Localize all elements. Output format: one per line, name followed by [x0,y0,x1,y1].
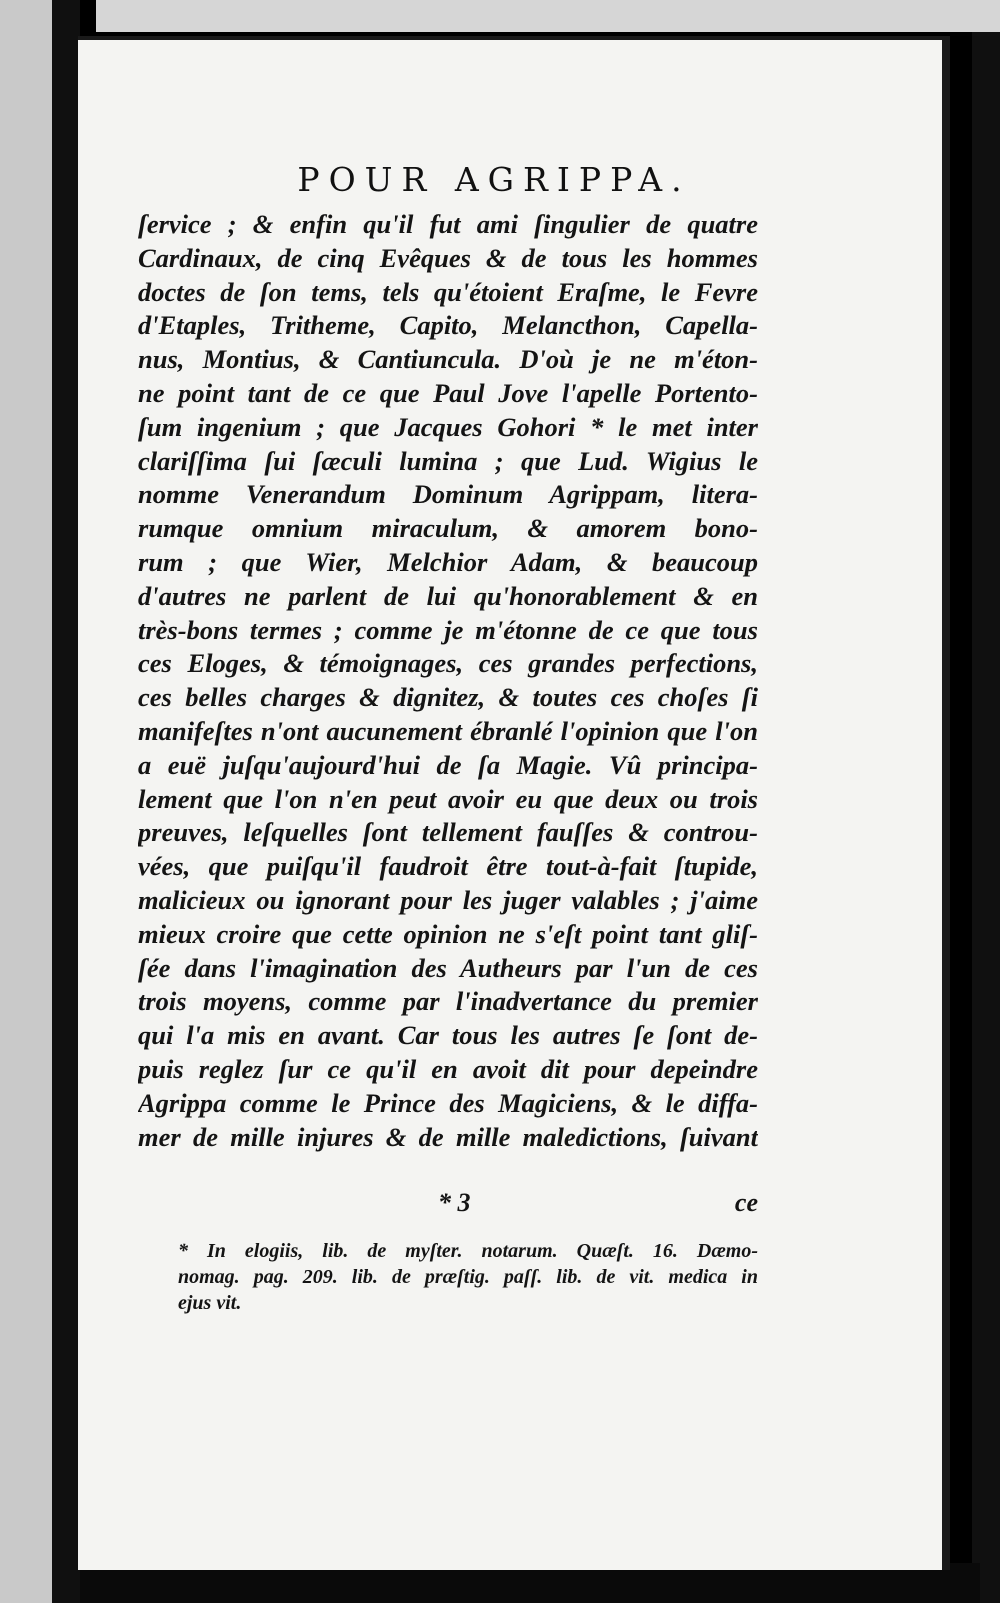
text-line: ces Eloges, & témoignages, ces grandes perfections, [138,648,758,679]
footnote [178,1238,758,1316]
text-line: doctes de ſon tems, tels qu'étoient Eraſme, le Fevre [138,276,758,307]
text-line: qui l'a mis en avant. Car tous les autres ſe ſont de- [138,1020,758,1051]
text-line: manifeſtes n'ont aucunement ébranlé l'opinion que l'on [138,715,758,746]
text-line: nomme Venerandum Dominum Agrippam, litera- [138,479,758,510]
text-line: ces belles charges & dignitez, & toutes ces choſes ſi [138,682,758,713]
text-line: d'autres ne parlent de lui qu'honorablement & en [138,580,758,611]
text-line: ſum ingenium ; que Jacques Gohori * le met inter [138,411,758,442]
text-line: rumque omnium miraculum, & amorem bono- [138,513,758,544]
running-head: POUR AGRIPPA. [297,160,691,199]
text-line: preuves, leſquelles ſont tellement fauſſes & controu- [138,817,758,848]
text-line: trois moyens, comme par l'inadvertance du premier [138,986,758,1017]
text-line: mieux croire que cette opinion ne s'eſt point tant gliſ- [138,918,758,949]
book-page [78,36,950,1570]
text-line: vées, que puiſqu'il faudroit être tout-à-fait ſtupide, [138,851,758,882]
text-line: lement que l'on n'en peut avoir eu que deux ou trois [138,783,758,814]
text-line: ſée dans l'imagination des Autheurs par l'un de ces [138,952,758,983]
footnote-line: * In elogiis, lib. de myſter. notarum. Quæſt. 16. Dæmo- [178,1240,758,1262]
top-margin-strip [96,0,1000,32]
left-margin-strip [0,0,52,1603]
binding-shadow [52,0,80,1603]
footnote-line: nomag. pag. 209. lib. de præſtig. paſſ. lib. de vit. medica in [178,1266,758,1288]
catchword: ce [734,1188,758,1217]
text-line: Cardinaux, de cinq Evêques & de tous les hommes [138,242,758,273]
text-line: ne point tant de ce que Paul Jove l'apelle Portento- [138,377,758,408]
text-line: rum ; que Wier, Melchior Adam, & beaucoup [138,546,758,577]
text-line: d'Etaples, Tritheme, Capito, Melancthon, Capella- [138,310,758,341]
right-shadow [972,32,1000,1603]
signature-row [138,1188,758,1222]
text-line: clariſſima ſui ſæculi lumina ; que Lud. Wigius le [138,445,758,476]
text-line: mer de mille injures & de mille maledictions, ſuivant [138,1121,758,1152]
text-line: a euë juſqu'aujourd'hui de ſa Magie. Vû principa- [138,749,758,780]
text-line: malicieux ou ignorant pour les juger valables ; j'aime [138,884,758,915]
signature-mark: * 3 [438,1188,471,1217]
body-text [138,208,758,1154]
text-line: très-bons termes ; comme je m'étonne de ce que tous [138,614,758,645]
text-line: Agrippa comme le Prince des Magiciens, & le diffa- [138,1087,758,1118]
text-line: nus, Montius, & Cantiuncula. D'où je ne m'éton- [138,344,758,375]
text-line: puis reglez ſur ce qu'il en avoit dit pour depeindre [138,1053,758,1084]
footnote-line: ejus vit. [178,1292,242,1314]
text-line: ſervice ; & enfin qu'il fut ami ſingulier de quatre [138,209,758,239]
